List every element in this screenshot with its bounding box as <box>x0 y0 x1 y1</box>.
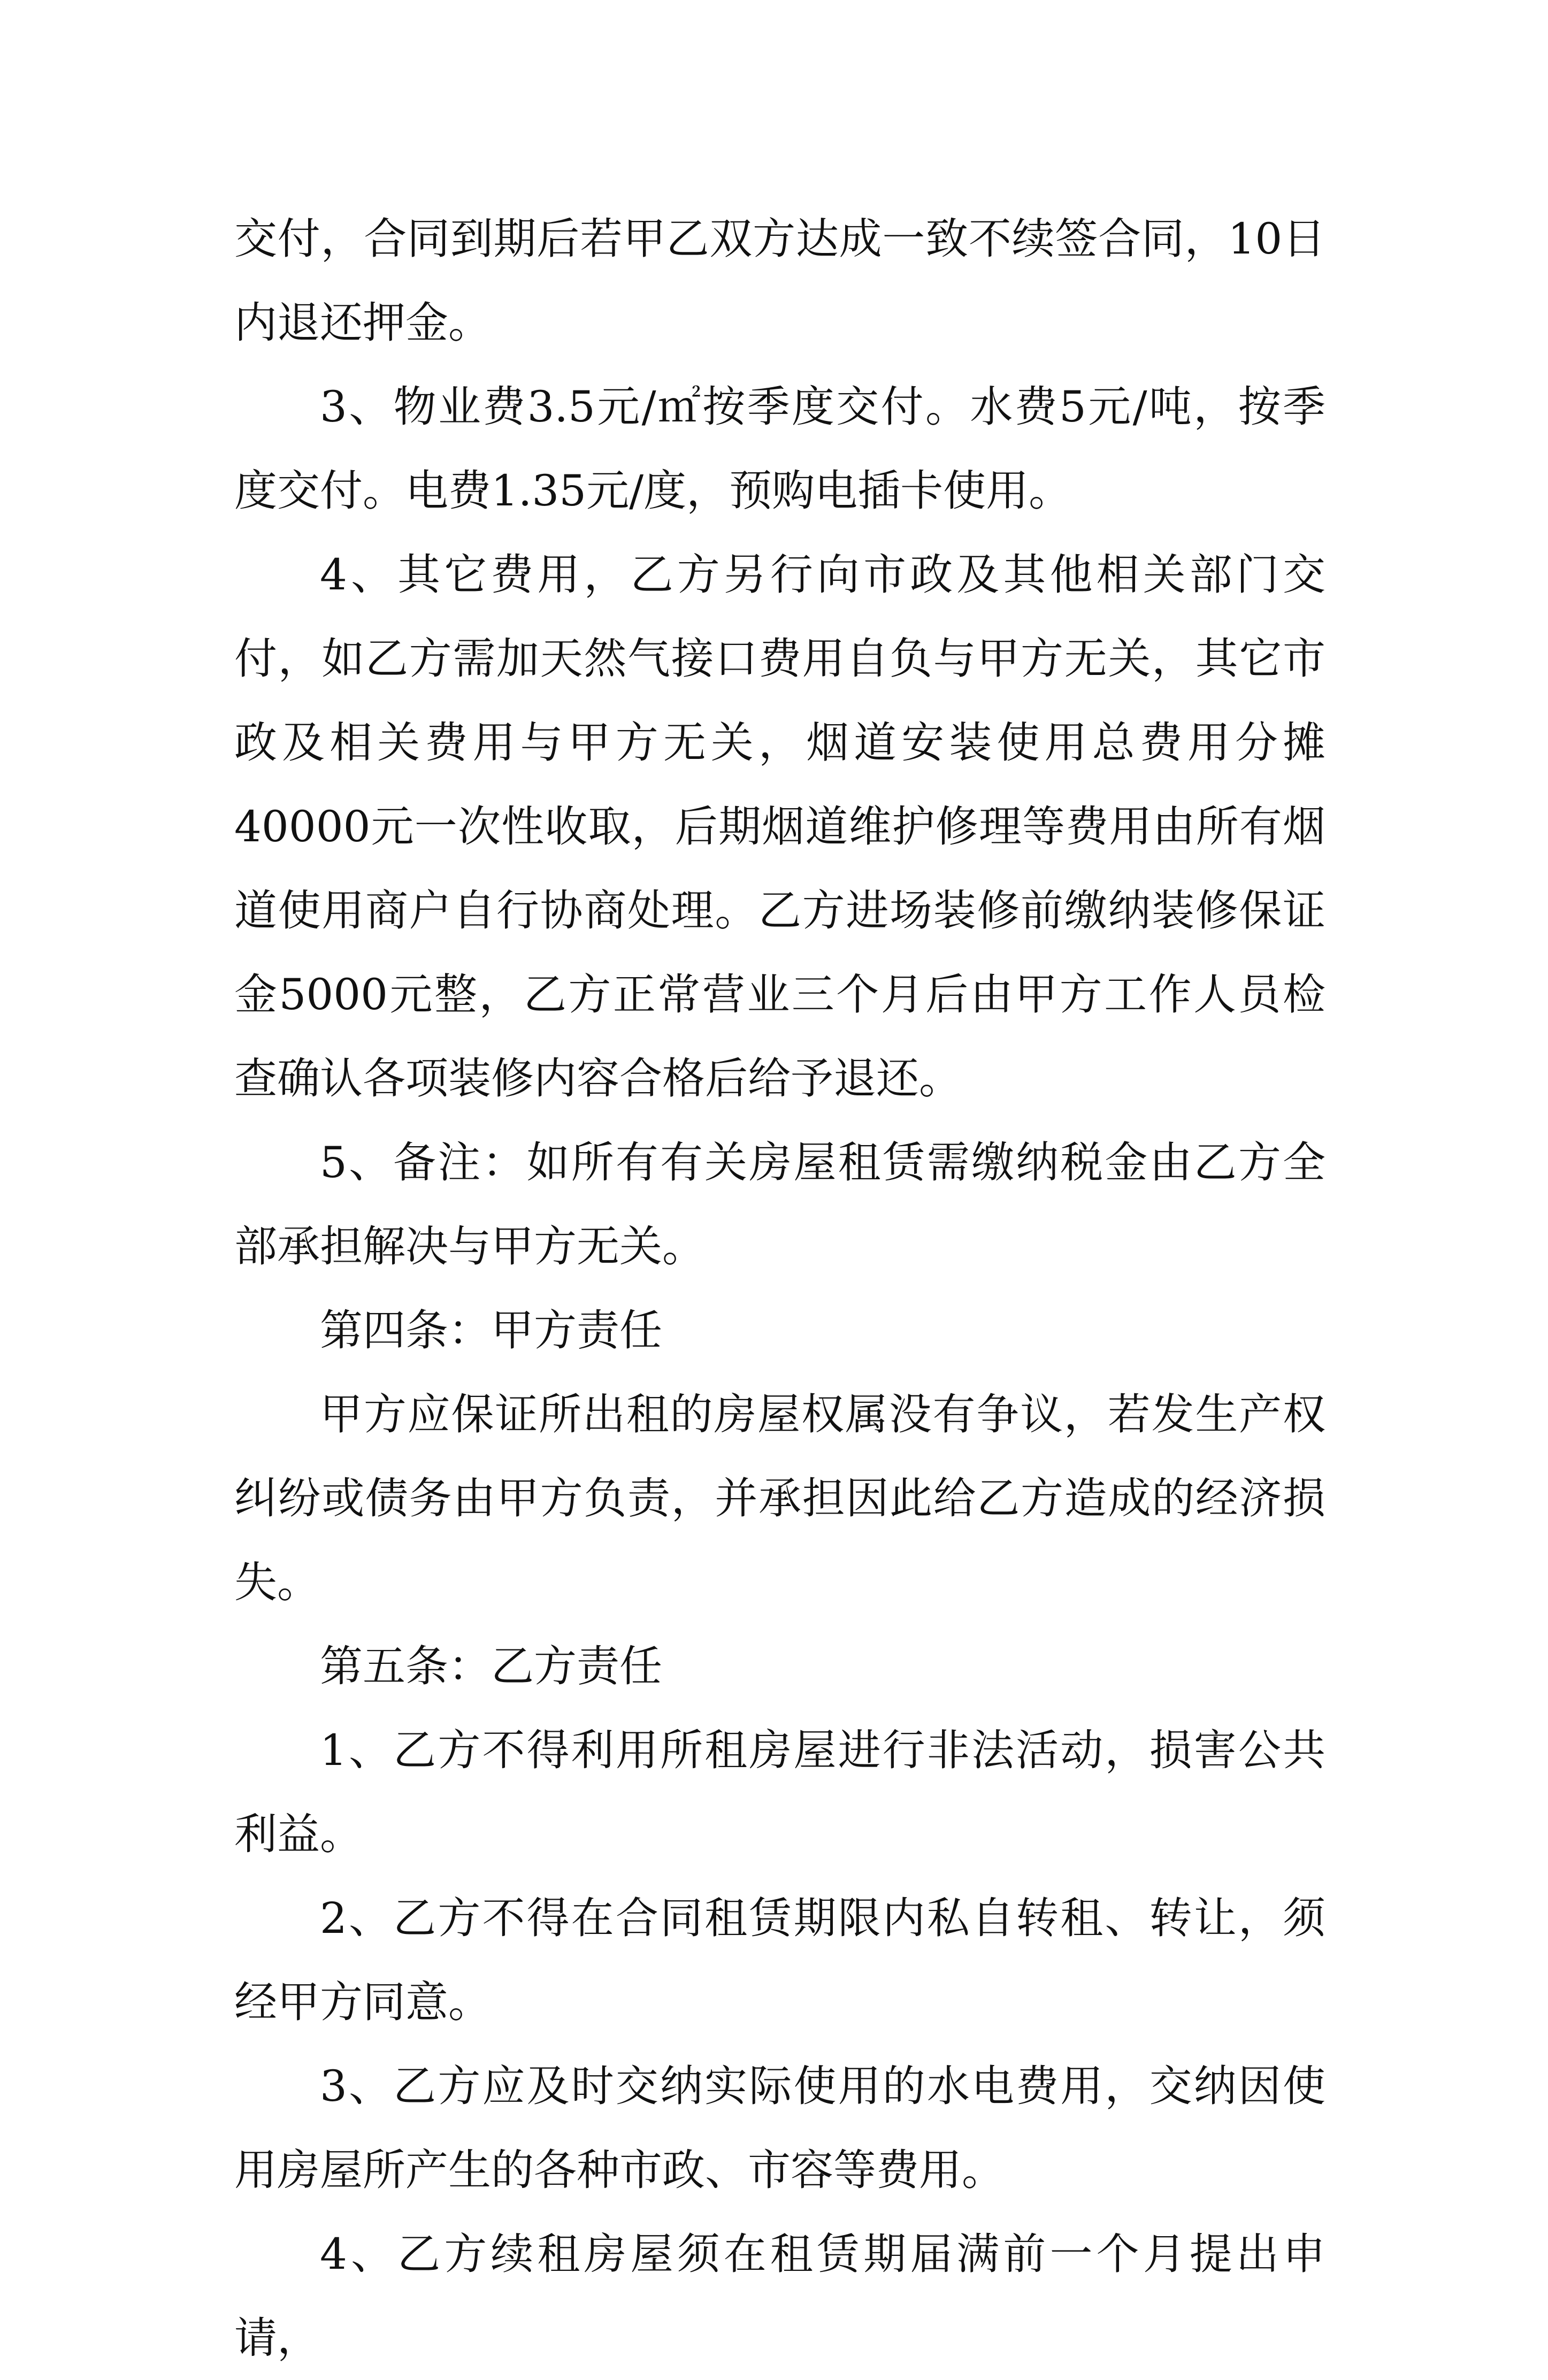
paragraph-deposit-return: 交付，合同到期后若甲乙双方达成一致不续签合同，10日内退还押金。 <box>234 214 1325 348</box>
paragraph-party-b-item-3: 3、乙方应及时交纳实际使用的水电费用，交纳因使用房屋所产生的各种市政、市容等费用。 <box>234 2061 1325 2195</box>
paragraph-party-b-item-2: 2、乙方不得在合同租赁期限内私自转租、转让，须经甲方同意。 <box>234 1893 1325 2027</box>
paragraph-utility-fees: 3、物业费3.5元/㎡按季度交付。水费5元/吨，按季度交付。电费1.35元/度，预购电插卡使用。 <box>234 382 1325 516</box>
document-body <box>234 197 1325 2380</box>
paragraph-party-a-duty: 甲方应保证所出租的房屋权属没有争议，若发生产权纠纷或债务由甲方负责，并承担因此给乙方造成的经济损失。 <box>234 1389 1325 1607</box>
paragraph-party-b-item-1: 1、乙方不得利用所租房屋进行非法活动，损害公共利益。 <box>234 1725 1325 1859</box>
paragraph-other-fees: 4、其它费用，乙方另行向市政及其他相关部门交付，如乙方需加天然气接口费用自负与甲方无关，其它市政及相关费用与甲方无关，烟道安装使用总费用分摊40000元一次性收取，后期烟道维护修理等费用由所有烟道使用商户自行协商处理。乙方进场装修前缴纳装修保证金5000元整，乙方正常营业三个月后由甲方工作人员检查确认各项装修内容合格后给予退还。 <box>234 550 1325 1103</box>
section-heading-party-b: 第五条：乙方责任 <box>320 1641 662 1691</box>
paragraph-party-b-item-4: 4、乙方续租房屋须在租赁期届满前一个月提出申请， <box>234 2229 1325 2363</box>
paragraph-remarks: 5、备注：如所有有关房屋租赁需缴纳税金由乙方全部承担解决与甲方无关。 <box>234 1138 1325 1271</box>
section-heading-party-a: 第四条：甲方责任 <box>320 1306 662 1355</box>
